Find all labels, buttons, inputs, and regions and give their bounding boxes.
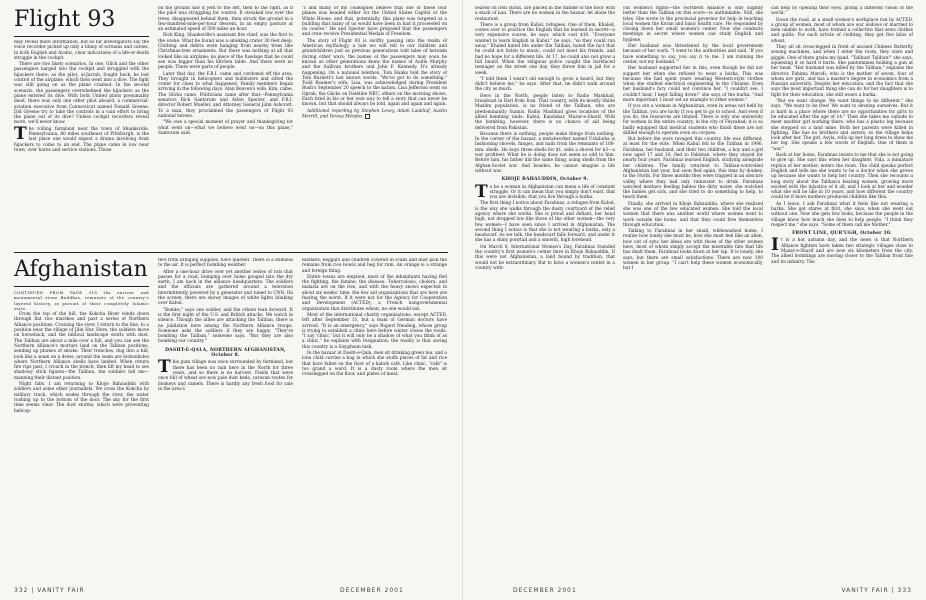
paragraph-text: he rolling farmland near the town of Shanksville, Pennsylvania, 80 miles southeast of Pittsburgh, is the last place one would expect a drama involving Arab hijackers to come to an end. The plane came in low near town, over barns and service stations. Those xyxy=(14,126,149,153)
paragraph: ters from bringing supplies, have quieted. There is a stillness to the air. It is perfect bombing weather. xyxy=(158,258,293,269)
page-footer-left: 332 | VANITY FAIR xyxy=(14,587,85,594)
afghanistan-title-rule xyxy=(14,286,149,287)
paragraph: Talking to Farahnaz in her small, whitewashed home, I realize how lonely she must be, how she must feel like an alien, how out of sync her ideas are with those of the other women here, most of whom simply accept the miserable fate that life has dealt them. Farahnaz looks down at her lap. It is lonely, she says, but there are small satisfactions. There are now 100 women in her group. "I can't help these women economically, but I xyxy=(623,229,763,272)
paragraph: Back at her home, Farahnaz insists to me that she is not going to give up. She says this when her daughter, Vida, a miniature replica of her mother, enters the room. The child speaks perfect English and tells me she wants to be a doctor when she grows up because she wants to help her country. Then she recounts a long story about the Taliban's beating women, growing more excited with the injustice of it all, and I look at her and wonder what she will be like in 10 years, and how different the country could be if more mothers produced children like this. xyxy=(771,153,913,201)
paragraph: After a one-hour drive over yet another series of ruts that passes for a road, bumping over holes gouged into the dry earth, I am back in the alliance headquarters. The soldiers and the officials are gathered around a television intermittently powered by a generator and tuned to CNN. On the screen, there are showy images of white lights blinking over Kabul. xyxy=(158,269,293,307)
page-footer-date-left: DECEMBER 2001 xyxy=(340,587,404,594)
afghanistan-column-2 xyxy=(158,258,293,580)
afghanistan-column-1 xyxy=(14,290,149,580)
drop-cap: T xyxy=(14,123,27,144)
right-column-2 xyxy=(623,6,763,580)
right-column-1 xyxy=(475,6,615,580)
right-page xyxy=(463,0,926,600)
paragraph: In the bazaar at Dasht-e-Qala, men sit drinking green tea, and a lone child carries a bag in which she stuffs pieces of fat and rice that have fallen on the floor of a kabob café. Like clinic, "café" is too grand a word. It is a dusty room where the men sit crosslegged on the floor, and plates of meat, xyxy=(302,351,447,378)
paragraph-text: t is a hot autumn day, and the news is that Northern Alliance fighters have taken two strategic villages close to Mazar-e-Sharif and are now six kilometers from the city. The allied bombings are moving closer to the Taliban front line and its infantry. The xyxy=(771,238,913,265)
paragraph: Because there is nothing, people make things from nothing. In the corner of the bazaar, a metalworker named Ustaboba is fashioning shovels, hinges, and nails from the remnants of 100-mm. shells. He buys three shells for $1, sells a shovel for $3—a war profiteer. What he is doing does not seem so odd to him. Before him, his father did the same thing, using shells from the Afghan-Soviet war. And besides, he cannot imagine a life without war. xyxy=(475,131,615,174)
paragraph xyxy=(475,181,615,202)
paragraph: CONTINUED FROM PAGE 318 the ancient and monumental stone Buddhas, remnants of the country's layered history, in pursuit of their completely Islamic state. xyxy=(14,290,149,311)
paragraph: on the ground saw it jerk to the left, then to the right, as if the pilot was struggling for control. It streaked low over the trees, disappeared behind them, then struck the ground in a few-hundred-mile-per-hour descent, in an empty pasture at an estimated speed of 500 miles an hour. xyxy=(158,6,293,33)
paragraph: "I and many of my colleagues believe that one of these four planes was headed either for the United States Capitol or the White House, and that, potentially, this plane was targeted at a building that many of us would have been in had it proceeded on its course." He and Specter have proposed that the passengers and crew receive Presidential Medals of Freedom. xyxy=(302,6,447,38)
paragraph: Finally, she arrived in Khoje Bahauddin, where she realized she was one of the few educated women. She told the local women that there was another world where women went to work outside the home, and that they could free themselves through education. xyxy=(623,201,763,228)
flight93-column-2 xyxy=(158,6,293,250)
paragraph: "I told them I wasn't old enough to grow a beard, but they didn't believe me," he says. After that, he didn't walk around the city so much. xyxy=(475,76,615,93)
afghanistan-column-3 xyxy=(302,258,447,580)
paragraph: Most of the international charity organizations, except ACTED, left after September 11, but a team of German doctors have arrived. "It is an emergency," says Rupert Neudeig, whose group is trying to establish a clinic here before winter closes the roads. "I say 'clinic,' but it will only be a shadow of what you think of as a clinic," he explains with resignation; the reality is that saving this country is a Sisyphean task. xyxy=(302,312,447,350)
paragraph: Rick King, Shanksville's assistant fire chief, was the first to the scene. What he found was a smoking crater 30 feet deep. Clothing and debris were hanging from nearby trees like Christmas-tree ornaments. But there was nothing at all that looked like an airplane; no piece of the fuselage that he could see was bigger than his kitchen table. And there were no people. There were parts of people. xyxy=(158,33,293,71)
flight93-title: Flight 93 xyxy=(14,7,116,32)
drop-cap: T xyxy=(158,357,171,378)
paragraph: can help by opening their eyes, giving a different vision of the world." xyxy=(771,6,913,17)
flight93-title-rule xyxy=(14,36,149,37)
paragraph: As I leave, I ask Farahnaz what it feels like not wearing a burka. She got stares at first, she says, when she went out without one. Now she gets few looks, because the people in the village know how much she does to help people. "I think they respect me," she says. "Some of them call me Mother." xyxy=(771,201,913,228)
paragraph: may reveal more information, but so far investigators say the voice recorder picked up only a litany of screams and curses, in both English and Arabic, clear indications of a life-or-death struggle in the cockpit. xyxy=(14,40,149,61)
paragraph: Down the road, at a small women's workplace run by ACTED, a group of women, most of whom are war widows or married to men unable to work, have formed a collective that sews clothes and quilts. For each article of clothing, they get five kilos of wheat. xyxy=(771,17,913,44)
paragraph: Here in the North, people listen to Radio Mashhad, broadcast in Dari from Iran. That country, with its mostly Shiite Muslim population, is no friend of the Taliban, who are predominantly Sunnis. Radio Mashhad gives locations of the allied bombing raids: Kabul, Kandahar, Mazar-e-Sharif. With the bombing, however, there is no chance of aid being delivered from Pakistan. xyxy=(475,93,615,131)
paragraph: Entire towns are emptied, most of the inhabitants having fled the fighting, the famine, the disease. Tuberculosis, cholera, and malaria are on the rise, and with the heavy snows expected in about six weeks' time, the few aid organizations that are here are fearing the worst. If it were not for the Agency for Cooperation and Development (ACTED), a French nongovernmental organization that distributes wheat, no one would eat. xyxy=(302,274,447,312)
paragraph: But before the wars ravaged this country, life was different, at least for the elite. When Kabul fell to the Taliban in 1996, Farahnaz, her husband, and their two children, a boy and a girl now aged 17 and 10, fled to Pakistan, where they stayed for nearly four years. Farahnaz learned English, studying alongside her children. The family returned to Taliban-controlled Afghanistan last year, but soon fled again, this time by donkey, to the North. For three months they were trapped in an obscure valley where they had only rainwater to drink. Farahnaz watched mothers feeding babies the dirty water, she watched the babies get sick, and she tried to do something to help, to teach them. xyxy=(623,137,763,201)
paragraph: Her husband supported her in this, even though he did not support her when she refused to wear a burka. This was because she had spent years wearing Western-style clothes when she studied electrical engineering in the Ukraine. Even her husband's fury could not convince her. "I couldn't see, I couldn't hear, I kept falling down!" she says of the burka. "And more important, I must set an example to other women." xyxy=(623,66,763,104)
paragraph: The story of Flight 93 is swiftly passing into the realm of American mythology, a tale we will tell to our children and grandchildren just as previous generations told tales of heroism during other wars; the names of the passengers may soon be known as other generations knew the names of Audie Murphy and the Sullivan brothers and John F. Kennedy. It's already happening. On a national telethon, Tom Hanks told the story of Tom Burnett's last known words: "We've got to do something." Todd Beamer's wife, Lisa, was acknowledged during President Bush's September 20 speech to the nation. Lisa Jefferson went on Oprah; the Glicks on Dateline NBC, others on the morning shows. Each tired in his or her own way to tell a story that can never be known, but that should always be told, again and again and again. xyxy=(302,38,447,108)
paragraph: Night falls. I am returning to Khoje Bahauddin with soldiers and some other journalists. We cross the Kokcha by military truck, which wades through the river, the water rushing up to the bottom of the door. The sky for the first time seems clear. The dust storms, which were preventing helicop- xyxy=(14,382,149,414)
afghanistan-title: Afghanistan xyxy=(14,257,148,282)
paragraph-text: o be a woman in Afghanistan can mean a life of constant struggle. Or it can mean that you simply don't exist, that you are invisible, that you live through a burka. xyxy=(489,184,615,201)
paragraph: There is a group from Kabul, refugees. One of them, Khaled, comes over to practice the English that he learned in secret—a very expensive course, he says, which cost $10. "Everyone wanted to learn English in Kabul," he says, "so they could run away." Khaled hated life under the Taliban, hated the fact that he could not listen to music, could not meet his friends, and had no hope for a different life. At 17, he could also not grow a full beard. When the religious police caught the barefaced teenager on the street one day, they threw him in jail for a week. xyxy=(475,22,615,76)
dateline: KHOJE BAHAUDDIN, October 9. xyxy=(501,177,589,183)
credit-line xyxy=(302,109,447,120)
paragraph: Later that day, the F.B.I. came and cordoned off the area. They brought in helicopters and bulldozers and sifted the crater for clues to what happened. Family members began arriving in the following days. Alan Beaven's wife, Kim, came. The Glicks came. Politicians came after that—Pennsylvania senators Rick Santorum and Arlen Specter, and F.B.I. director Robert Mueller, and Attorney General John Ashcroft. To a man, they proclaimed the passengers of Flight 93 national heroes. xyxy=(158,71,293,119)
end-mark-icon xyxy=(365,114,370,119)
flight93-column-3 xyxy=(302,6,447,250)
paragraph: "We owe a special moment of prayer and thanksgiving for what went on—what we believe went on—on this plane," Santorum said. xyxy=(158,120,293,136)
paragraph: Her husband was threatened by the local government because of her work. "I went to the authorities and said, 'If you have something to say, you say it to me. I am running the center, not my husband.'" xyxy=(623,44,763,65)
page-footer-right: VANITY FAIR | 333 xyxy=(841,587,912,594)
flight93-column-1 xyxy=(14,40,149,250)
paragraph: "But we want change. We want things to be different," she says. "We want to be free! We want to develop ourselves. But it is hard in a place where there are no opportunities for girls to be educated after the age of 14." Then she takes me outside to meet another girl working there, who has a plastic leg because she stepped on a land mine. Both her parents were killed in fighting. She has no brothers and sisters, so the village helps look after her. The girl, Asyla, rolls up her long dress to show me her leg. She speaks a few words of English. One of them is "war." xyxy=(771,99,913,152)
paragraph: If you are a woman in Afghanistan, even in areas not held by the Taliban, you are lucky if you get to go to school. And even if you do, the resources are limited. There is only one university for women in the entire country, in the city of Feyzabad; it is so badly equipped that medical students who finish there are not skilled enough to operate even on corpses. xyxy=(623,104,763,136)
paragraph: From the top of the hill, the Kokcha River winds down through flat rice marshes and past a series of Northern Alliance positions. Crossing the river, I return to the line, to a position near the village of Jilin Hur. Here, the soldiers move on horseback, and the biblical landscape swirls with dust. The Taliban are about a mile over a hill, and you can see the Northern Alliance's mortars land on the Taliban positions, sending up plumes of smoke. Their trenches, dug into a hill, look like a seam on a dress; around the seam are buttonholes where Northern Alliance shells have landed. When return fire rips past, I crouch in the trench, then lift my head to see shadowy stick figures—the Taliban, the soldiers tell me—manning their distant position. xyxy=(14,312,149,381)
paragraph: The first thing I notice about Farahnaz, a refugee from Kabul, is the way she walks through the dusty courtyard of the relief agency where she works. She is proud and defiant, her head high, not dropped low like those of the other women—the very few women—I have seen since I arrived in Afghanistan. The second thing I notice is that she is not wearing a burka, only a headscarf. As we talk, the headscarf falls forward, and under it she has a shiny ponytail and a smooth, high forehead. xyxy=(475,201,615,244)
paragraph: They all sit cross-legged in front of ancient Chinese Butterfly sewing machines, and when I enter the room, they stare and giggle. One of them grabs my hand. "Talibun! Talibun!" she says, squeezing it so hard it hurts. She pantomimes holding a gun at her head. "Her husband was killed by the Taliban," explains the director, Fahima Marodi, who is the mother of seven, four of whom are girls, and has a master's degree in economics from a Russian university. Despite her education, and the fact that she says the most important thing she can do for her daughters is to fight for their education, she still wears a burka. xyxy=(771,45,913,98)
paragraph xyxy=(771,235,913,265)
paragraph xyxy=(14,123,149,153)
paragraph-text: his gum village was once surrounded by farmland, but there has been no rain here in the North for three years, and so there is no harvest. Fields that were once full of wheat are now pale dust beds, caravan routes for donkeys and camels. There is hardly any fresh food for sale in the area's xyxy=(158,360,293,392)
section-divider xyxy=(14,252,448,253)
credit-text: Additional reporting by Stephen Levey, Adam Laukhuf, Austin Merrill, and Teresa Méndez. xyxy=(302,108,447,120)
paragraph: There are two likely scenarios. In one, Glick and the other passengers barged into the cockpit and struggled with the hijackers there; as the pilot, al-Jarrah, fought back, he lost control of the airplane, which then went into a dive. The fight was still going on as the plane crashed. In the second scenario, the passengers overwhelmed the hijackers as the plane entered its dive. With both United pilots presumably dead, there was only one other pilot aboard, a commercial-aviation executive from Connecticut named Donald Greene. Did Greene try to take the controls in a vain effort to bring the plane out of its dive? Unless cockpit recorders reveal more, we'll never know. xyxy=(14,62,149,126)
paragraph: On March 8, International Women's Day, Farahnaz founded the country's first women's center here in Khoje Bahauddin. If this were not Afghanistan, a land bound by tradition, that would not be extraordinary. But to have a women's center in a country with- xyxy=(475,244,615,271)
paragraph xyxy=(158,357,293,392)
paragraph: seared on iron sticks, are placed in the middle of the floor with a stack of nan. There are no women in the bazaar, let alone the restaurant. xyxy=(475,6,615,22)
dateline: FRONT LINE, QUR'UGH, October 10. xyxy=(792,231,892,237)
right-column-3 xyxy=(771,6,913,580)
paragraph: markets; beggars and children covered in scabs and dust pick the remains from rice bowls and beg for rum. An orange is a strange and foreign thing. xyxy=(302,258,447,274)
paragraph: out women's rights—the Northern Alliance is only slightly better than the Taliban on this score—is unthinkable. Still, she tries. She wrote to the provincial governor for help in teaching local women the Koran and basic health care. He responded by closing down her small women's center. Now she conducts meetings in secret where women can study English and hygiene. xyxy=(623,6,763,43)
page-footer-date-right: DECEMBER 2001 xyxy=(513,587,577,594)
drop-cap: I xyxy=(771,235,779,256)
dateline: DASHT-E-QALA, NORTHERN AFGHANISTAN, October 8. xyxy=(165,347,286,359)
paragraph: "Bombs," says one soldier, and the others lean forward. It is the first night of the U.S. and British attacks. We watch in silence. Though the allies are attacking the Taliban, there is no jubilation here among the Northern Alliance troops. Someone asks the soldiers if they are happy. "They're bombing the Taliban," someone says. "But they are also bombing our country." xyxy=(158,307,293,345)
drop-cap: T xyxy=(475,181,488,202)
